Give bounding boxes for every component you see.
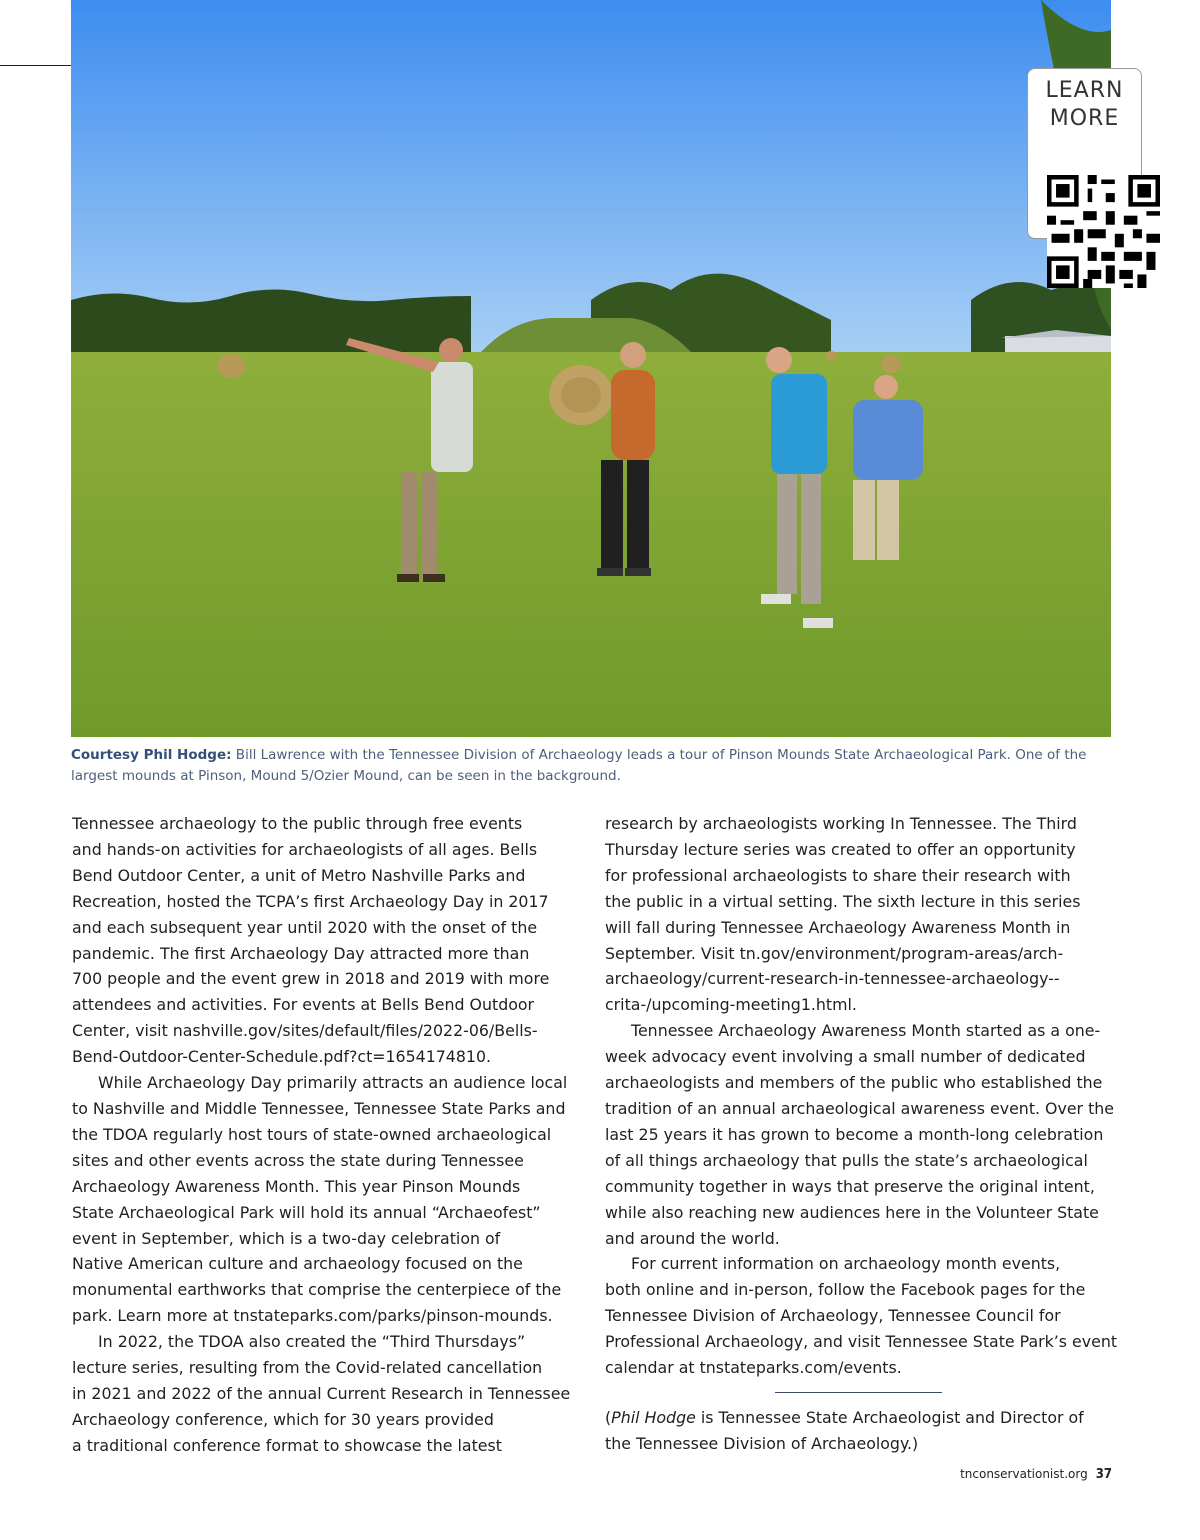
text-line: while also reaching new audiences here in the Volunteer State	[605, 1202, 1099, 1222]
text-line: calendar at tnstateparks.com/events.	[605, 1358, 902, 1378]
text-line: 700 people and the event grew in 2018 and 2019 with more	[72, 969, 550, 989]
text-line: research by archaeologists working In Tennessee. The Third	[605, 814, 1077, 833]
bio-author: Phil Hodge	[611, 1408, 696, 1427]
bio-line-2: the Tennessee Division of Archaeology.)	[605, 1433, 919, 1453]
field-photo	[71, 0, 1124, 737]
text-line: will fall during Tennessee Archaeology Awareness Month in	[605, 917, 1071, 937]
text-line: While Archaeology Day primarily attracts an audience local	[98, 1073, 568, 1093]
caption-text: Bill Lawrence with the Tennessee Division of Archaeology leads a tour of Pinson Mounds State Archaeological Park. One of the largest mounds at Pinson, Mound 5/Ozier Mound, can be seen in the background.	[71, 747, 1087, 784]
text-line: lecture series, resulting from the Covid-related cancellation	[72, 1358, 543, 1378]
qr-code-icon[interactable]	[1047, 147, 1160, 316]
text-line: of all things archaeology that pulls the state’s archaeological	[605, 1150, 1088, 1170]
text-line: the TDOA regularly host tours of state-owned archaeological	[72, 1124, 552, 1144]
text-line: both online and in-person, follow the Facebook pages for the	[605, 1280, 1086, 1300]
right-paragraph-1	[605, 811, 1115, 1018]
text-line: and hands-on activities for archaeologists of all ages. Bells	[72, 839, 538, 859]
learn-more-card[interactable]	[1027, 68, 1142, 239]
text-line: Bend Outdoor Center, a unit of Metro Nashville Parks and	[72, 865, 526, 885]
text-line: Bend-Outdoor-Center-Schedule.pdf?ct=1654174810.	[72, 1047, 492, 1067]
right-column	[605, 811, 1118, 1381]
bio-line-1	[605, 1405, 1115, 1431]
text-line: archaeology/current-research-in-tennessee-archaeology--	[605, 969, 1060, 989]
left-paragraph-3	[72, 1329, 578, 1459]
end-of-article-rule	[775, 1392, 942, 1393]
text-line: sites and other events across the state during Tennessee	[72, 1150, 524, 1170]
left-column	[72, 811, 578, 1459]
photo-illustration	[71, 0, 1111, 737]
page-number: 37	[1095, 1467, 1112, 1482]
photo-caption	[71, 745, 1111, 787]
text-line: State Archaeological Park will hold its annual “Archaeofest”	[72, 1202, 541, 1222]
text-line: Native American culture and archaeology focused on the	[72, 1254, 523, 1274]
right-paragraph-3	[605, 1251, 1118, 1381]
bio-open-paren: (	[605, 1408, 612, 1427]
text-line: tradition of an annual archaeological awareness event. Over the	[605, 1098, 1115, 1118]
text-line: community together in ways that preserve the original intent,	[605, 1176, 1095, 1196]
footer-site[interactable]: tnconservationist.org	[960, 1467, 1088, 1481]
text-line: Tennessee Division of Archaeology, Tennessee Council for	[605, 1306, 1061, 1326]
text-line: Tennessee Archaeology Awareness Month started as a one-	[631, 1021, 1101, 1041]
text-line: In 2022, the TDOA also created the “Third Thursdays”	[98, 1332, 526, 1352]
text-line: Thursday lecture series was created to offer an opportunity	[605, 839, 1076, 859]
text-line: and each subsequent year until 2020 with the onset of the	[72, 917, 538, 937]
text-line: park. Learn more at tnstateparks.com/parks/pinson-mounds.	[72, 1306, 553, 1326]
page-footer	[960, 1467, 1112, 1482]
text-line: a traditional conference format to showcase the latest	[72, 1435, 502, 1455]
author-bio	[605, 1405, 1115, 1457]
corner-rule	[0, 65, 72, 66]
bio-line-1-rest: is Tennessee State Archaeologist and Director of	[695, 1408, 1084, 1427]
text-line: for professional archaeologists to share their research with	[605, 865, 1071, 885]
text-line: Professional Archaeology, and visit Tennessee State Park’s event	[605, 1332, 1118, 1352]
text-line: in 2021 and 2022 of the annual Current Research in Tennessee	[72, 1383, 571, 1403]
text-line: archaeologists and members of the public who established the	[605, 1073, 1103, 1093]
text-line: week advocacy event involving a small number of dedicated	[605, 1047, 1086, 1067]
left-paragraph-2	[72, 1070, 578, 1329]
left-paragraph-1	[72, 811, 578, 1070]
text-line: September. Visit tn.gov/environment/program-areas/arch-	[605, 943, 1064, 963]
caption-credit: Courtesy Phil Hodge:	[71, 747, 232, 763]
learn-more-label: LEARN MORE	[1045, 78, 1124, 131]
text-line: Archaeology Awareness Month. This year Pinson Mounds	[72, 1176, 521, 1196]
text-line: last 25 years it has grown to become a month-long celebration	[605, 1124, 1104, 1144]
text-line: For current information on archaeology month events,	[631, 1254, 1061, 1274]
text-line: crita-/upcoming-meeting1.html.	[605, 995, 857, 1015]
text-line: monumental earthworks that comprise the centerpiece of the	[72, 1280, 562, 1300]
text-line: the public in a virtual setting. The sixth lecture in this series	[605, 891, 1081, 911]
right-paragraph-2	[605, 1018, 1115, 1251]
text-line: attendees and activities. For events at Bells Bend Outdoor	[72, 995, 535, 1015]
text-line: Recreation, hosted the TCPA’s first Archaeology Day in 2017	[72, 891, 549, 911]
text-line: Tennessee archaeology to the public through free events	[72, 814, 523, 833]
text-line: to Nashville and Middle Tennessee, Tennessee State Parks and	[72, 1098, 566, 1118]
text-line: Archaeology conference, which for 30 years provided	[72, 1409, 494, 1429]
text-line: event in September, which is a two-day celebration of	[72, 1228, 501, 1248]
text-line: Center, visit nashville.gov/sites/default/files/2022-06/Bells-	[72, 1021, 538, 1041]
text-line: pandemic. The first Archaeology Day attracted more than	[72, 943, 530, 963]
text-line: and around the world.	[605, 1228, 780, 1248]
